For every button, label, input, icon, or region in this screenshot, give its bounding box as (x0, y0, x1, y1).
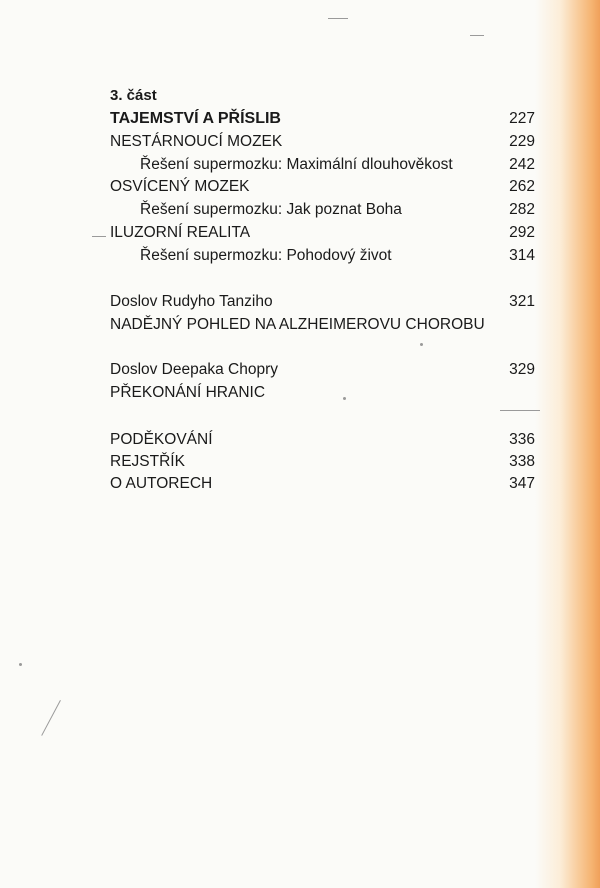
page-number: 227 (509, 110, 535, 127)
toc-row (110, 359, 535, 381)
page-number: 262 (509, 178, 535, 195)
scan-speck (420, 343, 423, 346)
toc-row (110, 222, 535, 244)
toc-row (110, 291, 535, 313)
page-number: 336 (509, 431, 535, 448)
afterword-title: NADĚJNÝ POHLED NA ALZHEIMEROVU CHOROBU (110, 316, 485, 333)
toc-row (110, 314, 535, 336)
toc-row (110, 199, 535, 221)
toc-row (110, 451, 535, 473)
toc-row (110, 245, 535, 267)
page-number: 338 (509, 453, 535, 470)
scan-speck (92, 236, 106, 237)
subsection-title: Řešení supermozku: Pohodový život (140, 247, 392, 264)
page-number: 292 (509, 224, 535, 241)
subsection-title: Řešení supermozku: Maximální dlouhověkost (140, 156, 453, 173)
page-number: 229 (509, 133, 535, 150)
afterword-author: Doslov Deepaka Chopry (110, 361, 279, 378)
part-label-row (110, 85, 535, 107)
chapter-title: ILUZORNÍ REALITA (110, 224, 251, 241)
scan-speck (19, 663, 22, 666)
afterword-author: Doslov Rudyho Tanziho (110, 293, 273, 310)
toc-row (110, 131, 535, 153)
back-matter-title: REJSTŘÍK (110, 453, 185, 470)
afterword-title: PŘEKONÁNÍ HRANIC (110, 384, 266, 401)
scan-speck (328, 18, 348, 19)
part-title: TAJEMSTVÍ A PŘÍSLIB (110, 110, 281, 127)
page-number: 314 (509, 247, 535, 264)
scan-speck (470, 35, 484, 36)
scan-speck (500, 410, 540, 411)
back-matter-title: O AUTORECH (110, 475, 213, 492)
page-number: 321 (509, 293, 535, 310)
chapter-title: NESTÁRNOUCÍ MOZEK (110, 133, 283, 150)
toc-row (110, 382, 535, 404)
subsection-title: Řešení supermozku: Jak poznat Boha (140, 201, 402, 218)
toc-row (110, 176, 535, 198)
page-number: 242 (509, 156, 535, 173)
back-matter-title: PODĚKOVÁNÍ (110, 431, 213, 448)
toc-row (110, 473, 535, 495)
toc-row (110, 154, 535, 176)
toc-row (110, 108, 535, 130)
scan-speck (41, 700, 61, 736)
page-number: 329 (509, 361, 535, 378)
part-label: 3. část (110, 87, 157, 104)
page-number: 282 (509, 201, 535, 218)
toc-row (110, 429, 535, 451)
page-number: 347 (509, 475, 535, 492)
chapter-title: OSVÍCENÝ MOZEK (110, 178, 250, 195)
